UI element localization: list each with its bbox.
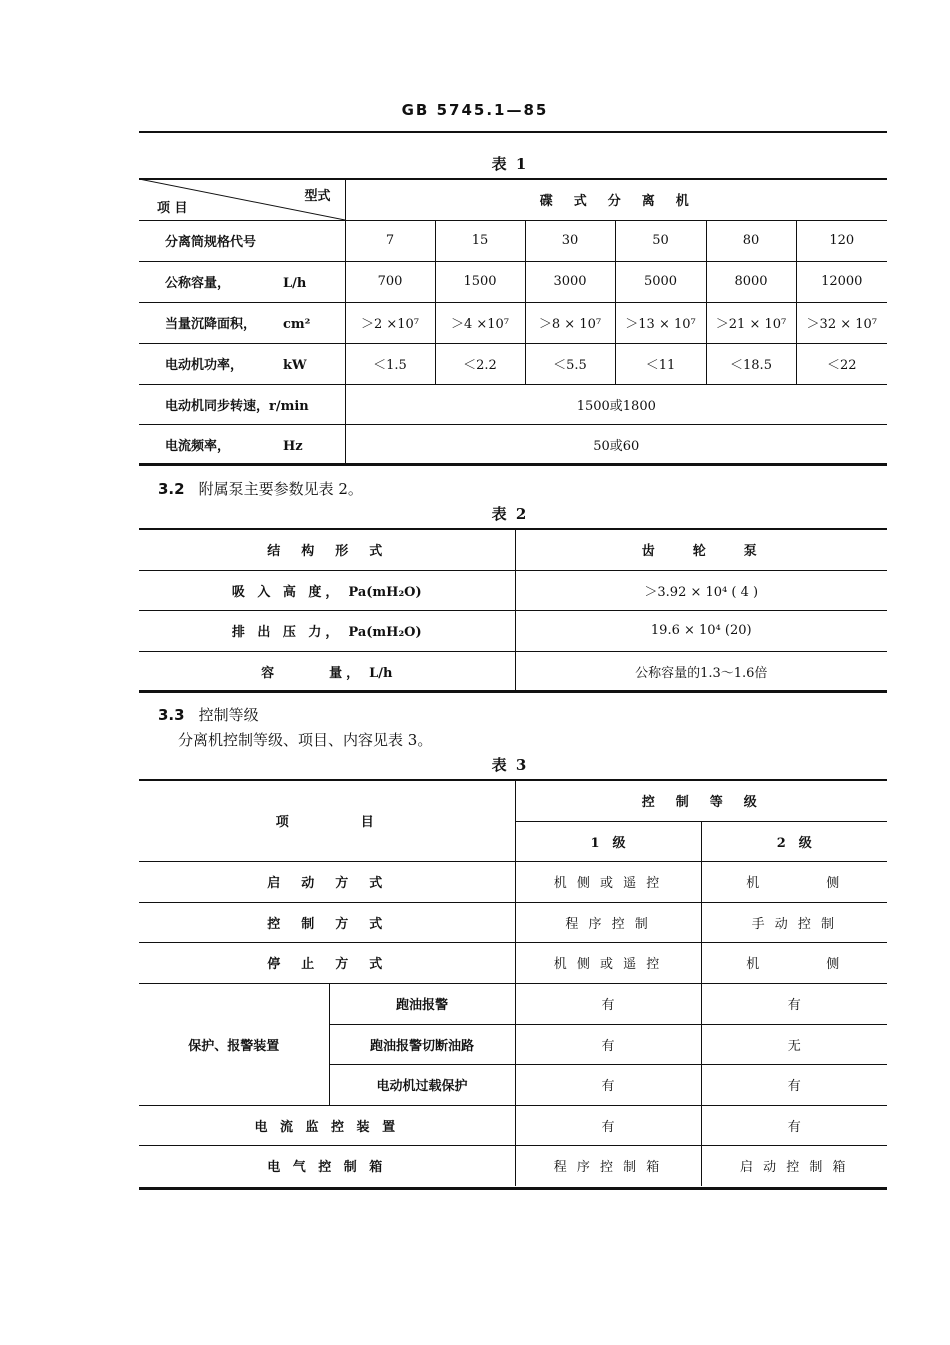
table2-header-row (139, 529, 887, 570)
table2-row-value: 19.6 × 10⁴ (20) (515, 610, 887, 651)
table1-cell: ＜11 (615, 343, 706, 384)
table2 (139, 529, 887, 691)
table2-row (139, 610, 887, 651)
table3-item: 停 止 方 式 (139, 942, 515, 983)
table2-header-right: 齿 轮 泵 (515, 529, 887, 570)
table1-merged-row (139, 424, 887, 464)
table3-l2: 机 侧 (701, 861, 887, 902)
table1-row-label: 当量沉降面积， cm² (139, 302, 345, 343)
table3-item: 控 制 方 式 (139, 902, 515, 942)
table3-protect-item: 跑油报警切断油路 (329, 1024, 515, 1064)
table1-cell: ＞4 ×10⁷ (435, 302, 525, 343)
table1-cell: 7 (345, 220, 435, 261)
table1-cell: ＜18.5 (706, 343, 796, 384)
table2-row-value: 公称容量的1.3～1.6倍 (515, 651, 887, 691)
table2-row (139, 651, 887, 691)
table3-protect-item: 跑油报警 (329, 983, 515, 1024)
table1-cell: 120 (796, 220, 887, 261)
table1-header-row (139, 179, 887, 220)
table1-corner-top: 型式 (304, 189, 331, 204)
table1-cell: 80 (706, 220, 796, 261)
table1-row (139, 343, 887, 384)
table1-row-label: 分离筒规格代号 (139, 220, 345, 261)
table1-cell: ＞8 × 10⁷ (525, 302, 615, 343)
table3-l2: 有 (701, 983, 887, 1024)
table1-cell: 15 (435, 220, 525, 261)
table1-cell: 50 (615, 220, 706, 261)
table3-row (139, 902, 887, 942)
table3-row (139, 1105, 887, 1145)
table3-item: 电 流 监 控 装 置 (139, 1105, 515, 1145)
table1-row-label: 电流频率， Hz (139, 424, 345, 464)
table1-corner-cell (139, 179, 345, 220)
table3 (139, 780, 887, 1186)
table1-cell: 12000 (796, 261, 887, 302)
section-3-2: 3.2 附属泵主要参数见表 2。 (158, 480, 363, 498)
table1-merged-cell: 50或60 (345, 424, 887, 464)
table1-bottom-rule (139, 463, 887, 466)
table1-corner-bottom: 项 目 (157, 200, 188, 216)
table2-row-label: 吸 入 高 度， Pa(mH₂O) (139, 570, 515, 610)
table2-caption: 表 2 (491, 505, 529, 523)
table3-l1: 程 序 控 制 箱 (515, 1145, 701, 1186)
table1-row (139, 220, 887, 261)
table1-cell: ＜1.5 (345, 343, 435, 384)
table1-cell: 3000 (525, 261, 615, 302)
table3-l1: 机 侧 或 遥 控 (515, 942, 701, 983)
table1-caption: 表 1 (491, 155, 529, 173)
section-3-3-title: 3.3 控制等级 (158, 706, 259, 724)
table3-l2: 有 (701, 1105, 887, 1145)
standard-number: GB 5745.1—85 (401, 101, 549, 119)
table3-protect-group: 保护、报警装置 (139, 983, 329, 1105)
header-rule (139, 131, 887, 133)
table2-row (139, 570, 887, 610)
table1-merged-cell: 1500或1800 (345, 384, 887, 424)
table1-cell: ＞13 × 10⁷ (615, 302, 706, 343)
table3-l2: 手 动 控 制 (701, 902, 887, 942)
table1-cell: 8000 (706, 261, 796, 302)
table3-caption: 表 3 (491, 756, 529, 774)
table3-l1: 有 (515, 1064, 701, 1105)
table1-group-header: 碟 式 分 离 机 (345, 179, 887, 220)
table2-header-left: 结 构 形 式 (139, 529, 515, 570)
table3-l2: 无 (701, 1024, 887, 1064)
table1-cell: ＞32 × 10⁷ (796, 302, 887, 343)
table3-l2: 机 侧 (701, 942, 887, 983)
table1-row-label: 电动机功率， kW (139, 343, 345, 384)
table3-l1: 有 (515, 1024, 701, 1064)
table3-level1: 1 级 (515, 821, 701, 861)
table3-header-row (139, 780, 887, 821)
table1-merged-row (139, 384, 887, 424)
table3-protect-row (139, 983, 887, 1024)
table3-l2: 有 (701, 1064, 887, 1105)
table3-item: 启 动 方 式 (139, 861, 515, 902)
table3-item: 电 气 控 制 箱 (139, 1145, 515, 1186)
table1-row-label: 公称容量， L/h (139, 261, 345, 302)
table2-bottom-rule (139, 690, 887, 693)
table3-level2: 2 级 (701, 821, 887, 861)
table2-row-label: 排 出 压 力， Pa(mH₂O) (139, 610, 515, 651)
table3-l1: 有 (515, 1105, 701, 1145)
table2-row-label: 容 量， L/h (139, 651, 515, 691)
table3-item-header: 项 目 (139, 780, 515, 861)
table3-row (139, 861, 887, 902)
table2-row-value: ＞3.92 × 10⁴ ( 4 ) (515, 570, 887, 610)
table3-l1: 机 侧 或 遥 控 (515, 861, 701, 902)
table1-cell: 5000 (615, 261, 706, 302)
table3-l1: 有 (515, 983, 701, 1024)
table1-row-label: 电动机同步转速，r/min (139, 384, 345, 424)
table1-cell: 1500 (435, 261, 525, 302)
table1 (139, 179, 887, 464)
table1-cell: ＞21 × 10⁷ (706, 302, 796, 343)
table1-cell: ＜5.5 (525, 343, 615, 384)
table1-row (139, 302, 887, 343)
table3-bottom-rule (139, 1187, 887, 1190)
table1-cell: 30 (525, 220, 615, 261)
table1-cell: ＞2 ×10⁷ (345, 302, 435, 343)
table3-l2: 启 动 控 制 箱 (701, 1145, 887, 1186)
table1-row (139, 261, 887, 302)
table1-cell: 700 (345, 261, 435, 302)
table3-row (139, 942, 887, 983)
section-3-3-text: 分离机控制等级、项目、内容见表 3。 (178, 731, 433, 749)
table1-cell: ＜2.2 (435, 343, 525, 384)
table3-protect-item: 电动机过载保护 (329, 1064, 515, 1105)
table3-row (139, 1145, 887, 1186)
table3-l1: 程 序 控 制 (515, 902, 701, 942)
table1-cell: ＜22 (796, 343, 887, 384)
table3-level-header: 控 制 等 级 (515, 780, 887, 821)
